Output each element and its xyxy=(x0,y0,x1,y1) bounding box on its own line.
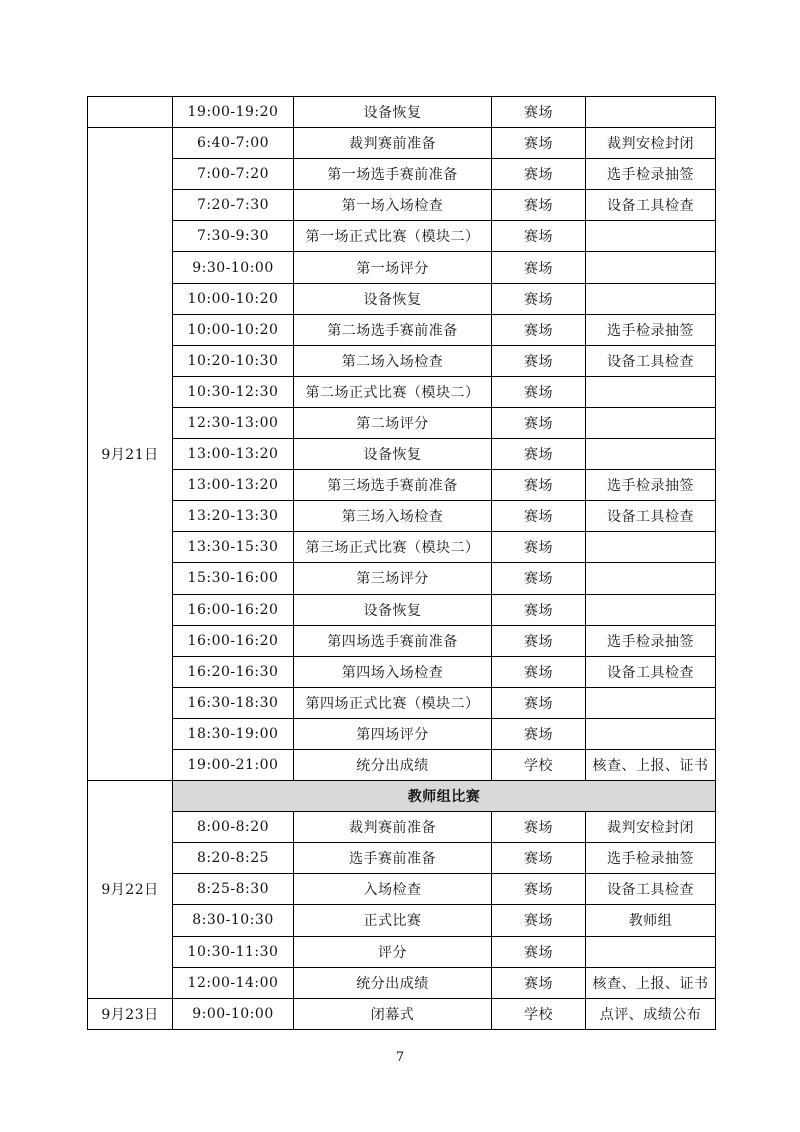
time-cell: 13:30-15:30 xyxy=(173,532,294,563)
table-row xyxy=(88,501,716,532)
note-cell xyxy=(586,563,716,594)
location-cell: 赛场 xyxy=(492,345,586,376)
time-cell: 8:25-8:30 xyxy=(173,874,294,905)
table-row xyxy=(88,221,716,252)
activity-cell: 第三场评分 xyxy=(294,563,492,594)
location-cell: 赛场 xyxy=(492,687,586,718)
location-cell: 学校 xyxy=(492,749,586,780)
time-cell: 13:00-13:20 xyxy=(173,439,294,470)
schedule-table xyxy=(87,96,716,1030)
location-cell: 赛场 xyxy=(492,376,586,407)
time-cell: 10:30-12:30 xyxy=(173,376,294,407)
table-row xyxy=(88,470,716,501)
note-cell: 裁判安检封闭 xyxy=(586,812,716,843)
table-row xyxy=(88,97,716,128)
note-cell: 选手检录抽签 xyxy=(586,470,716,501)
activity-cell: 第二场选手赛前准备 xyxy=(294,314,492,345)
time-cell: 12:00-14:00 xyxy=(173,967,294,998)
activity-cell: 闭幕式 xyxy=(294,998,492,1029)
location-cell: 赛场 xyxy=(492,501,586,532)
time-cell: 10:00-10:20 xyxy=(173,283,294,314)
time-cell: 9:30-10:00 xyxy=(173,252,294,283)
location-cell: 赛场 xyxy=(492,905,586,936)
activity-cell: 选手赛前准备 xyxy=(294,843,492,874)
activity-cell: 裁判赛前准备 xyxy=(294,812,492,843)
activity-cell: 第一场正式比赛（模块二） xyxy=(294,221,492,252)
table-row xyxy=(88,718,716,749)
location-cell: 赛场 xyxy=(492,656,586,687)
note-cell xyxy=(586,532,716,563)
time-cell: 10:00-10:20 xyxy=(173,314,294,345)
note-cell: 设备工具检查 xyxy=(586,345,716,376)
location-cell: 赛场 xyxy=(492,967,586,998)
table-row xyxy=(88,252,716,283)
activity-cell: 第四场正式比赛（模块二） xyxy=(294,687,492,718)
time-cell: 13:00-13:20 xyxy=(173,470,294,501)
table-row xyxy=(88,905,716,936)
table-row xyxy=(88,283,716,314)
note-cell: 选手检录抽签 xyxy=(586,843,716,874)
table-row xyxy=(88,687,716,718)
table-row xyxy=(88,563,716,594)
activity-cell: 设备恢复 xyxy=(294,283,492,314)
time-cell: 8:30-10:30 xyxy=(173,905,294,936)
note-cell: 核查、上报、证书 xyxy=(586,967,716,998)
table-row xyxy=(88,532,716,563)
activity-cell: 第三场入场检查 xyxy=(294,501,492,532)
table-row xyxy=(88,843,716,874)
table-row xyxy=(88,159,716,190)
activity-cell: 评分 xyxy=(294,936,492,967)
note-cell xyxy=(586,252,716,283)
location-cell: 赛场 xyxy=(492,221,586,252)
table-row xyxy=(88,314,716,345)
table-row xyxy=(88,594,716,625)
activity-cell: 第二场评分 xyxy=(294,407,492,438)
note-cell: 设备工具检查 xyxy=(586,874,716,905)
location-cell: 赛场 xyxy=(492,159,586,190)
activity-cell: 正式比赛 xyxy=(294,905,492,936)
time-cell: 10:30-11:30 xyxy=(173,936,294,967)
location-cell: 赛场 xyxy=(492,625,586,656)
date-cell: 9月22日 xyxy=(88,781,173,999)
table-row xyxy=(88,812,716,843)
note-cell xyxy=(586,936,716,967)
location-cell: 赛场 xyxy=(492,439,586,470)
note-cell xyxy=(586,439,716,470)
table-row xyxy=(88,936,716,967)
note-cell: 设备工具检查 xyxy=(586,501,716,532)
activity-cell: 设备恢复 xyxy=(294,439,492,470)
location-cell: 赛场 xyxy=(492,283,586,314)
time-cell: 6:40-7:00 xyxy=(173,128,294,159)
note-cell xyxy=(586,97,716,128)
time-cell: 9:00-10:00 xyxy=(173,998,294,1029)
location-cell: 赛场 xyxy=(492,594,586,625)
activity-cell: 设备恢复 xyxy=(294,97,492,128)
note-cell xyxy=(586,594,716,625)
time-cell: 10:20-10:30 xyxy=(173,345,294,376)
table-row xyxy=(88,190,716,221)
date-cell-empty xyxy=(88,97,173,128)
location-cell: 赛场 xyxy=(492,563,586,594)
note-cell xyxy=(586,718,716,749)
activity-cell: 第四场入场检查 xyxy=(294,656,492,687)
activity-cell: 第四场评分 xyxy=(294,718,492,749)
section-title: 教师组比赛 xyxy=(173,781,716,812)
location-cell: 赛场 xyxy=(492,128,586,159)
time-cell: 16:30-18:30 xyxy=(173,687,294,718)
location-cell: 赛场 xyxy=(492,843,586,874)
table-row xyxy=(88,967,716,998)
table-row xyxy=(88,376,716,407)
table-row xyxy=(88,407,716,438)
activity-cell: 第一场选手赛前准备 xyxy=(294,159,492,190)
note-cell: 设备工具检查 xyxy=(586,190,716,221)
note-cell xyxy=(586,687,716,718)
activity-cell: 统分出成绩 xyxy=(294,967,492,998)
activity-cell: 入场检查 xyxy=(294,874,492,905)
location-cell: 赛场 xyxy=(492,874,586,905)
time-cell: 16:20-16:30 xyxy=(173,656,294,687)
table-row xyxy=(88,998,716,1029)
note-cell: 选手检录抽签 xyxy=(586,159,716,190)
schedule-body xyxy=(88,97,716,1030)
activity-cell: 第二场正式比赛（模块二） xyxy=(294,376,492,407)
activity-cell: 第三场正式比赛（模块二） xyxy=(294,532,492,563)
location-cell: 赛场 xyxy=(492,407,586,438)
note-cell xyxy=(586,376,716,407)
location-cell: 赛场 xyxy=(492,470,586,501)
location-cell: 赛场 xyxy=(492,936,586,967)
location-cell: 学校 xyxy=(492,998,586,1029)
location-cell: 赛场 xyxy=(492,532,586,563)
page-number: 7 xyxy=(395,1050,405,1065)
time-cell: 8:00-8:20 xyxy=(173,812,294,843)
table-row xyxy=(88,625,716,656)
time-cell: 7:20-7:30 xyxy=(173,190,294,221)
time-cell: 16:00-16:20 xyxy=(173,594,294,625)
location-cell: 赛场 xyxy=(492,718,586,749)
table-row xyxy=(88,874,716,905)
activity-cell: 第四场选手赛前准备 xyxy=(294,625,492,656)
table-row xyxy=(88,439,716,470)
note-cell: 选手检录抽签 xyxy=(586,314,716,345)
time-cell: 13:20-13:30 xyxy=(173,501,294,532)
activity-cell: 第一场入场检查 xyxy=(294,190,492,221)
note-cell: 核查、上报、证书 xyxy=(586,749,716,780)
time-cell: 8:20-8:25 xyxy=(173,843,294,874)
location-cell: 赛场 xyxy=(492,812,586,843)
note-cell xyxy=(586,221,716,252)
time-cell: 16:00-16:20 xyxy=(173,625,294,656)
table-row xyxy=(88,656,716,687)
note-cell xyxy=(586,283,716,314)
date-cell: 9月21日 xyxy=(88,128,173,781)
note-cell: 教师组 xyxy=(586,905,716,936)
note-cell xyxy=(586,407,716,438)
table-row xyxy=(88,345,716,376)
activity-cell: 第一场评分 xyxy=(294,252,492,283)
note-cell: 选手检录抽签 xyxy=(586,625,716,656)
table-row xyxy=(88,128,716,159)
time-cell: 7:00-7:20 xyxy=(173,159,294,190)
time-cell: 19:00-21:00 xyxy=(173,749,294,780)
time-cell: 19:00-19:20 xyxy=(173,97,294,128)
section-row xyxy=(88,781,716,812)
activity-cell: 裁判赛前准备 xyxy=(294,128,492,159)
note-cell: 点评、成绩公布 xyxy=(586,998,716,1029)
time-cell: 7:30-9:30 xyxy=(173,221,294,252)
location-cell: 赛场 xyxy=(492,252,586,283)
activity-cell: 第三场选手赛前准备 xyxy=(294,470,492,501)
date-cell: 9月23日 xyxy=(88,998,173,1029)
activity-cell: 第二场入场检查 xyxy=(294,345,492,376)
activity-cell: 设备恢复 xyxy=(294,594,492,625)
table-row xyxy=(88,749,716,780)
location-cell: 赛场 xyxy=(492,97,586,128)
note-cell: 裁判安检封闭 xyxy=(586,128,716,159)
time-cell: 12:30-13:00 xyxy=(173,407,294,438)
activity-cell: 统分出成绩 xyxy=(294,749,492,780)
location-cell: 赛场 xyxy=(492,190,586,221)
time-cell: 18:30-19:00 xyxy=(173,718,294,749)
note-cell: 设备工具检查 xyxy=(586,656,716,687)
time-cell: 15:30-16:00 xyxy=(173,563,294,594)
location-cell: 赛场 xyxy=(492,314,586,345)
